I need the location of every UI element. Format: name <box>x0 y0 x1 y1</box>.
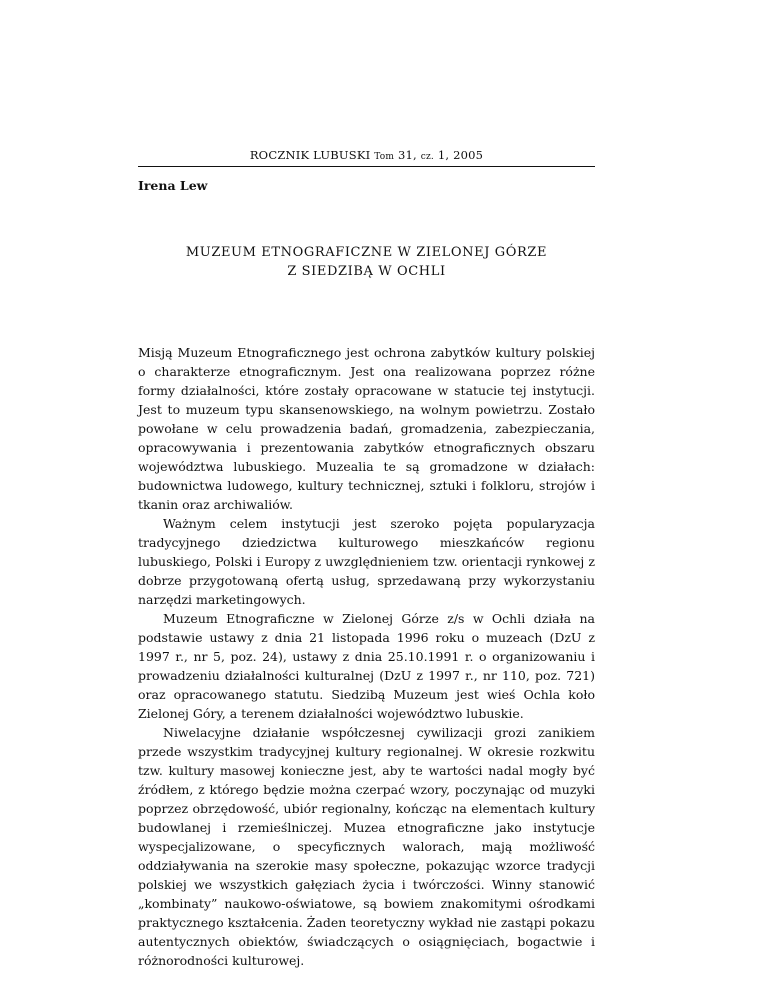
article-body <box>138 343 595 970</box>
journal-name: ROCZNIK LUBUSKI <box>249 148 371 162</box>
title-line-1: MUZEUM ETNOGRAFICZNE W ZIELONEJ GÓRZE <box>185 245 548 260</box>
running-head <box>138 148 595 162</box>
volume-number: 31, <box>398 148 417 162</box>
paragraph: Misją Muzeum Etnograficznego jest ochrona zabytków kultury polskiej o charakterze etnograficznym. Jest ona realizowana poprzez różne formy działalności, które zostały opracowane w statucie tej instytucji. Jest to muzeum typu skansenowskiego, na wolnym powietrzu. Zostało powołane w celu prowadzenia badań, gromadzenia, zabezpieczania, opracowywania i prezentowania zabytków etnograficznych obszaru województwa lubuskiego. Muzealia te są gromadzone w działach: budownictwa ludowego, kultury technicznej, sztuki i folkloru, strojów i tkanin oraz archiwaliów. <box>138 345 595 512</box>
article-title <box>138 243 595 281</box>
part-and-year: 1, 2005 <box>437 148 484 162</box>
paragraph: Niwelacyjne działanie współczesnej cywilizacji grozi zanikiem przede wszystkim tradycyjnej kultury regionalnej. W okresie rozkwitu tzw. kultury masowej konieczne jest, aby te wartości nadal mogły być źródłem, z którego będzie można czerpać wzory, poczynając od muzyki poprzez obrzędowość, ubiór regionalny, kończąc na elementach kultury budowlanej i rzemieślniczej. Muzea etnograficzne jako instytucje wyspecjalizowane, o specyficznych walorach, mają możliwość oddziaływania na szerokie masy społeczne, pokazując wzorce tradycji polskiej we wszystkich gałęziach życia i twórczości. Winny stanowić „kombinaty” naukowo-oświatowe, są bowiem znakomitymi ośrodkami praktycznego kształcenia. Żaden teoretyczny wykład nie zastąpi pokazu autentycznych obiektów, świadczących o osiągnięciach, bogactwie i różnorodności kulturowej. <box>138 725 595 968</box>
tom-label: Tom <box>374 152 395 162</box>
part-label: cz. <box>420 152 434 162</box>
author-name: Irena Lew <box>138 178 208 193</box>
paragraph: Muzeum Etnograficzne w Zielonej Górze z/s w Ochli działa na podstawie ustawy z dnia 21 listopada 1996 roku o muzeach (DzU z 1997 r., nr 5, poz. 24), ustawy z dnia 25.10.1991 r. o organizowaniu i prowadzeniu działalności kulturalnej (DzU z 1997 r., nr 110, poz. 721) oraz opracowanego statutu. Siedzibą Muzeum jest wieś Ochla koło Zielonej Góry, a terenem działalności województwo lubuskie. <box>138 611 595 721</box>
header-rule <box>138 166 595 167</box>
title-line-2: Z SIEDZIBĄ W OCHLI <box>287 264 446 279</box>
paragraph: Ważnym celem instytucji jest szeroko pojęta popularyzacja tradycyjnego dziedzictwa kulturowego mieszkańców regionu lubuskiego, Polski i Europy z uwzględnieniem tzw. orientacji rynkowej z dobrze przygotowaną ofertą usług, sprzedawaną przy wykorzystaniu narzędzi marketingowych. <box>138 516 595 607</box>
